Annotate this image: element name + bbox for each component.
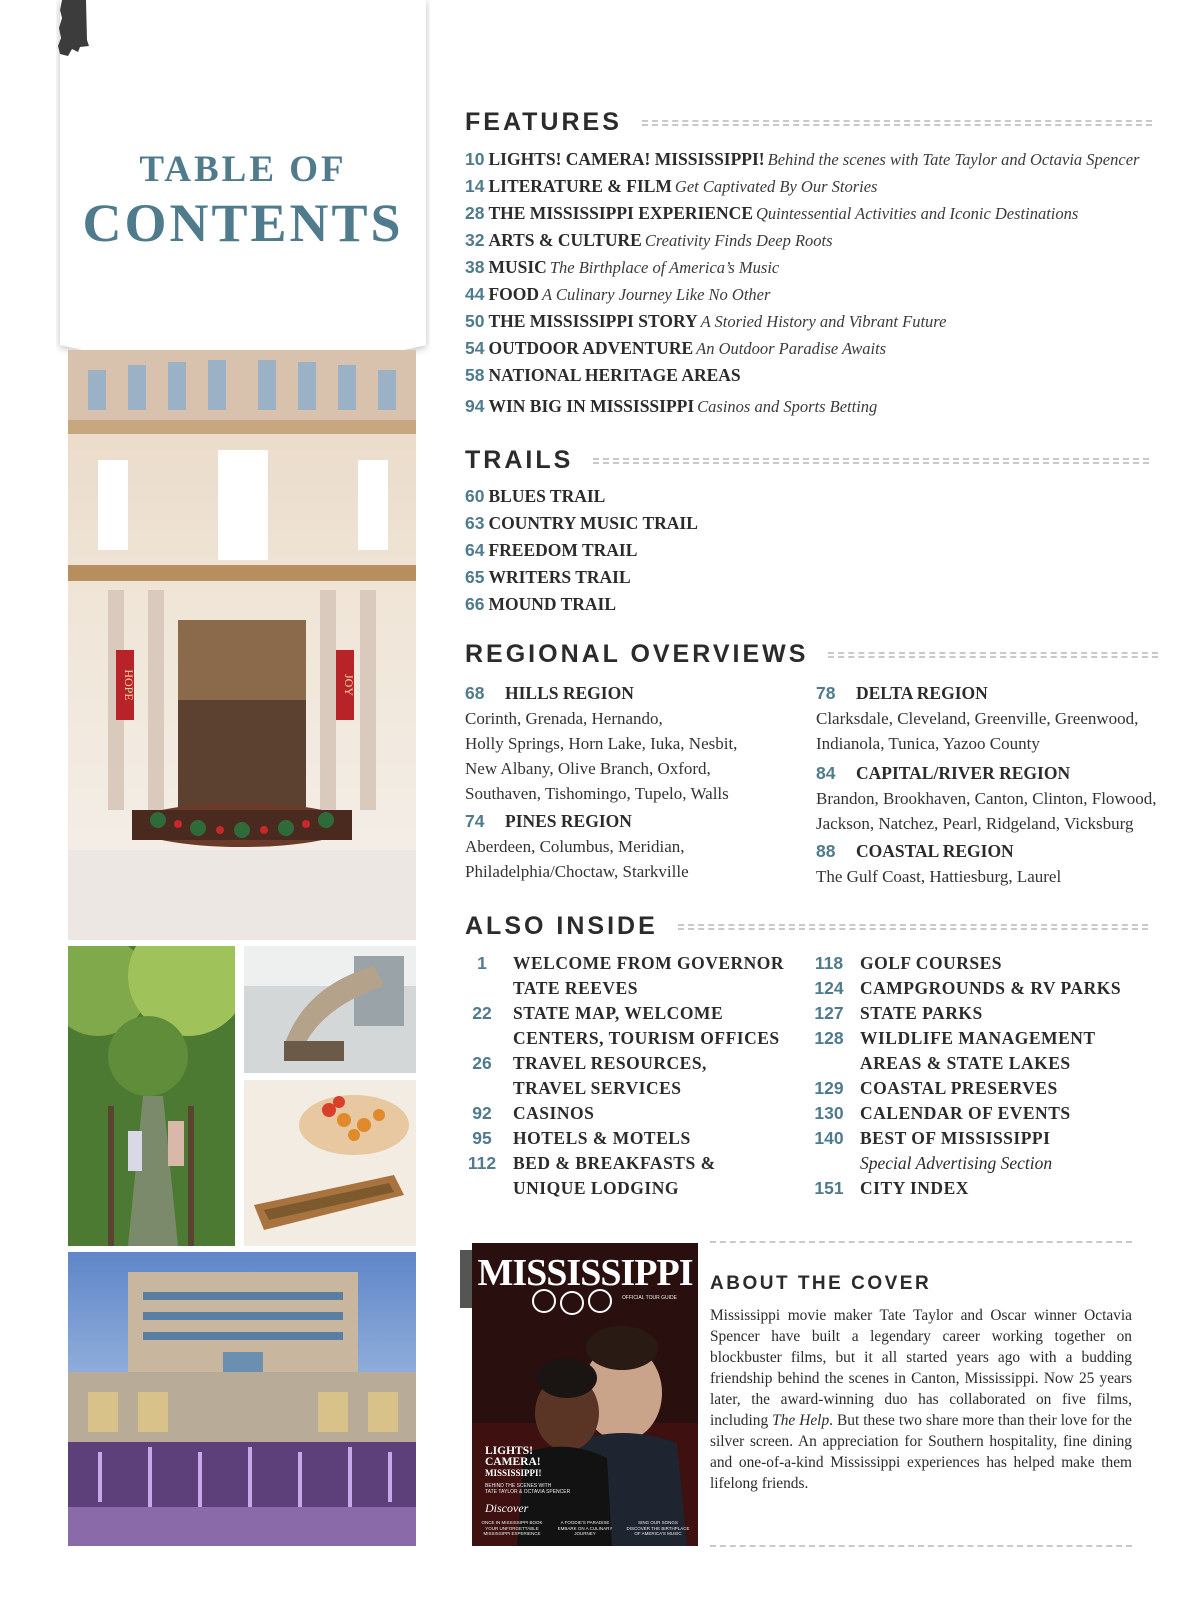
cover-small-line: TATE TAYLOR & OCTAVIA SPENCER (485, 1489, 571, 1495)
trails-list (465, 483, 698, 618)
feature-item (465, 227, 1139, 254)
also-inside-page-number: 127 (814, 1003, 844, 1023)
also-inside-heading (465, 912, 1148, 941)
cover-blurb: A FOODIE'S PARADISE EMBARK ON A CULINARY JOURNEY (557, 1520, 613, 1536)
also-inside-item (812, 1126, 1121, 1151)
region-cities: Corinth, Grenada, Hernando, (465, 709, 663, 728)
feature-title: LITERATURE & FILM (488, 176, 672, 196)
region-block (465, 808, 689, 884)
also-inside-item (465, 976, 784, 1001)
region-cities: Philadelphia/Choctaw, Starkville (465, 862, 689, 881)
feature-page-number: 28 (465, 203, 485, 223)
feature-subtitle: An Outdoor Paradise Awaits (696, 339, 887, 358)
also-inside-title: COASTAL PRESERVES (860, 1078, 1058, 1098)
also-inside-page-number: 128 (814, 1028, 844, 1048)
region-title: DELTA REGION (856, 683, 988, 703)
region-block (465, 680, 737, 806)
feature-title: MUSIC (488, 257, 547, 277)
feature-page-number: 44 (465, 284, 485, 304)
feature-item (465, 362, 1139, 389)
also-inside-item (465, 1001, 784, 1026)
trail-item (465, 564, 698, 591)
also-inside-title: TRAVEL RESOURCES, (513, 1053, 707, 1073)
region-heading (816, 838, 1061, 864)
feature-item (465, 335, 1139, 362)
feature-subtitle: A Culinary Journey Like No Other (542, 285, 771, 304)
trail-item (465, 537, 698, 564)
cover-blurb: ONCE IN MISSISSIPPI BOOK YOUR UNFORGETTABLE MISSISSIPPI EXPERIENCE (481, 1520, 543, 1536)
features-heading-rule (642, 120, 1152, 126)
also-inside-page-number: 26 (472, 1053, 492, 1073)
gramophone-photo (244, 946, 416, 1073)
also-inside-item (812, 1001, 1121, 1026)
feature-item (465, 254, 1139, 281)
feature-page-number: 38 (465, 257, 485, 277)
also-inside-item (812, 1026, 1121, 1051)
also-inside-page-number: 124 (814, 978, 844, 998)
also-inside-spacer (465, 1176, 499, 1201)
also-inside-spacer (465, 976, 499, 1001)
also-inside-title: TATE REEVES (513, 978, 638, 998)
also-inside-item (812, 1101, 1121, 1126)
banner-hope: HOPE (122, 669, 136, 701)
feature-item (465, 200, 1139, 227)
trail-page-number: 64 (465, 540, 485, 560)
also-inside-item (465, 951, 784, 976)
also-inside-title: WELCOME FROM GOVERNOR (513, 953, 785, 973)
cover-headline-line: MISSISSIPPI! (485, 1468, 542, 1478)
feature-title: WIN BIG IN MISSISSIPPI (488, 396, 695, 416)
also-inside-title: CALENDAR OF EVENTS (860, 1103, 1071, 1123)
also-inside-item (812, 1176, 1121, 1201)
also-inside-heading-label: ALSO INSIDE (465, 912, 658, 940)
region-title: COASTAL REGION (856, 841, 1014, 861)
feature-title: FOOD (488, 284, 540, 304)
also-inside-spacer (812, 1051, 846, 1076)
also-inside-title: AREAS & STATE LAKES (860, 1053, 1071, 1073)
also-inside-page-number: 151 (814, 1178, 844, 1198)
trail-title: BLUES TRAIL (488, 486, 606, 506)
also-inside-spacer (465, 1076, 499, 1101)
region-cities: Aberdeen, Columbus, Meridian, (465, 837, 685, 856)
feature-title: OUTDOOR ADVENTURE (488, 338, 694, 358)
regional-heading-label: REGIONAL OVERVIEWS (465, 640, 809, 668)
feature-title: LIGHTS! CAMERA! MISSISSIPPI! (488, 149, 765, 169)
cover-headline-line: CAMERA! (485, 1456, 541, 1468)
also-inside-title: STATE MAP, WELCOME (513, 1003, 724, 1023)
feature-subtitle: The Birthplace of America’s Music (549, 258, 780, 277)
also-inside-title: BEST OF MISSISSIPPI (860, 1128, 1051, 1148)
feature-page-number: 10 (465, 149, 485, 169)
about-top-rule (710, 1241, 1132, 1243)
region-cities: The Gulf Coast, Hattiesburg, Laurel (816, 867, 1062, 886)
cover-subtitle: OFFICIAL TOUR GUIDE (622, 1295, 677, 1301)
also-inside-spacer (812, 1151, 846, 1176)
region-page-number: 84 (816, 763, 836, 783)
also-inside-item (812, 976, 1121, 1001)
feature-item (465, 393, 1139, 420)
feature-item (465, 281, 1139, 308)
also-inside-item (465, 1101, 784, 1126)
also-inside-title: CASINOS (513, 1103, 595, 1123)
also-inside-page-number: 1 (477, 953, 487, 973)
region-heading (816, 680, 1138, 706)
about-cover-heading: ABOUT THE COVER (710, 1273, 932, 1294)
regional-heading-rule (828, 652, 1158, 658)
feature-subtitle: Creativity Finds Deep Roots (644, 231, 833, 250)
also-inside-title: HOTELS & MOTELS (513, 1128, 691, 1148)
region-block (816, 838, 1061, 889)
feature-title: THE MISSISSIPPI STORY (488, 311, 698, 331)
about-text-film-title: The Help (772, 1412, 830, 1429)
cover-tab (460, 1250, 472, 1308)
also-inside-note-row (812, 1151, 1121, 1176)
also-inside-item (465, 1126, 784, 1151)
feature-item (465, 146, 1139, 173)
region-cities: Clarksdale, Cleveland, Greenville, Greenwood, (816, 709, 1139, 728)
feature-item (465, 173, 1139, 200)
feature-page-number: 58 (465, 365, 485, 385)
also-inside-title: WILDLIFE MANAGEMENT (860, 1028, 1096, 1048)
features-heading (465, 108, 1152, 137)
cover-headline (485, 1446, 542, 1479)
also-inside-item (465, 1151, 784, 1176)
about-text-part: Mississippi movie maker Tate Taylor and Oscar winner Octavia Spencer have built a legendary career working together on blockbuster films, but it all started years ago with a budding friendship behind the scenes in Canton, Mississippi. Now 25 years later, the award-winning duo has collaborated on five films, including (710, 1307, 1132, 1429)
feature-subtitle: A Storied History and Vibrant Future (700, 312, 947, 331)
also-inside-item (812, 951, 1121, 976)
about-bottom-rule (710, 1545, 1132, 1547)
also-inside-page-number: 112 (467, 1153, 497, 1173)
cover-small-line: BEHIND THE SCENES WITH (485, 1483, 552, 1489)
trail-title: COUNTRY MUSIC TRAIL (488, 513, 698, 533)
also-inside-title: UNIQUE LODGING (513, 1178, 679, 1198)
also-inside-title: STATE PARKS (860, 1003, 983, 1023)
region-title: CAPITAL/RIVER REGION (856, 763, 1071, 783)
region-heading (465, 680, 737, 706)
cover-headline-line: LIGHTS! (485, 1445, 533, 1457)
feature-page-number: 54 (465, 338, 485, 358)
region-title: PINES REGION (505, 811, 632, 831)
also-inside-right-list (812, 951, 1121, 1201)
also-inside-item (465, 1076, 784, 1101)
region-block (816, 760, 1156, 836)
casino-building-photo (68, 1252, 416, 1546)
also-inside-page-number: 92 (472, 1103, 492, 1123)
also-inside-page-number: 95 (472, 1128, 492, 1148)
region-title: HILLS REGION (505, 683, 634, 703)
also-inside-note: Special Advertising Section (860, 1153, 1053, 1173)
toc-title-line1: TABLE OF (139, 149, 347, 190)
also-inside-heading-rule (678, 924, 1148, 930)
cover-discover: Discover (485, 1501, 529, 1515)
also-inside-left-list (465, 951, 784, 1201)
cover-title: MISSISSIPPI (477, 1252, 693, 1294)
region-cities: Jackson, Natchez, Pearl, Ridgeland, Vicksburg (816, 814, 1134, 833)
feature-title: NATIONAL HERITAGE AREAS (488, 365, 741, 385)
region-block (816, 680, 1138, 756)
feature-title: THE MISSISSIPPI EXPERIENCE (488, 203, 753, 223)
feature-page-number: 94 (465, 396, 485, 416)
feature-page-number: 50 (465, 311, 485, 331)
also-inside-item (465, 1051, 784, 1076)
food-plate-photo (244, 1080, 416, 1246)
features-list (465, 146, 1139, 420)
trails-heading-label: TRAILS (465, 446, 574, 474)
region-cities: Holly Springs, Horn Lake, Iuka, Nesbit, (465, 734, 738, 753)
about-text-part: . But these two share more than their love for the silver screen. An appreciation for Southern hospitality, fine dining and one-of-a-kind Mississippi experiences has helped make them lifelong friends. (710, 1412, 1133, 1492)
region-page-number: 88 (816, 841, 836, 861)
trails-heading (465, 446, 1149, 475)
feature-item (465, 308, 1139, 335)
trail-page-number: 66 (465, 594, 485, 614)
also-inside-title: GOLF COURSES (860, 953, 1002, 973)
feature-subtitle: Quintessential Activities and Iconic Destinations (756, 204, 1079, 223)
also-inside-item (812, 1076, 1121, 1101)
also-inside-page-number: 129 (814, 1078, 844, 1098)
also-inside-page-number: 140 (814, 1128, 844, 1148)
regional-heading (465, 640, 1158, 669)
cover-small-text (485, 1483, 570, 1495)
feature-title: ARTS & CULTURE (488, 230, 642, 250)
trail-page-number: 65 (465, 567, 485, 587)
also-inside-page-number: 130 (814, 1103, 844, 1123)
trail-page-number: 63 (465, 513, 485, 533)
trail-title: WRITERS TRAIL (488, 567, 631, 587)
also-inside-title: CAMPGROUNDS & RV PARKS (860, 978, 1122, 998)
feature-subtitle: Behind the scenes with Tate Taylor and Octavia Spencer (767, 150, 1140, 169)
region-cities: Indianola, Tunica, Yazoo County (816, 734, 1040, 753)
also-inside-title: CENTERS, TOURISM OFFICES (513, 1028, 780, 1048)
about-cover-text (710, 1305, 1132, 1494)
mississippi-state-icon (56, 0, 90, 56)
forest-boardwalk-photo (68, 946, 235, 1246)
region-page-number: 78 (816, 683, 836, 703)
trail-item (465, 591, 698, 618)
feature-page-number: 14 (465, 176, 485, 196)
trail-item (465, 483, 698, 510)
trail-item (465, 510, 698, 537)
region-cities: Southaven, Tishomingo, Tupelo, Walls (465, 784, 729, 803)
feature-page-number: 32 (465, 230, 485, 250)
also-inside-item (812, 1051, 1121, 1076)
also-inside-title: TRAVEL SERVICES (513, 1078, 682, 1098)
also-inside-title: BED & BREAKFASTS & (513, 1153, 716, 1173)
also-inside-page-number: 22 (472, 1003, 492, 1023)
trail-page-number: 60 (465, 486, 485, 506)
feature-subtitle: Get Captivated By Our Stories (674, 177, 878, 196)
feature-subtitle: Casinos and Sports Betting (697, 397, 878, 416)
region-page-number: 68 (465, 683, 485, 703)
region-cities: Brandon, Brookhaven, Canton, Clinton, Flowood, (816, 789, 1157, 808)
region-heading (465, 808, 689, 834)
banner-joy: JOY (342, 673, 356, 697)
toc-title-line2: CONTENTS (82, 193, 404, 253)
also-inside-title: CITY INDEX (860, 1178, 969, 1198)
cover-blurb: SING OUR SONGS DISCOVER THE BIRTHPLACE OF AMERICA'S MUSIC (626, 1520, 690, 1536)
region-heading (816, 760, 1156, 786)
capitol-rotunda-photo (68, 350, 416, 940)
cover-image (472, 1243, 698, 1546)
toc-banner (56, 0, 430, 390)
trails-heading-rule (593, 458, 1149, 464)
features-heading-label: FEATURES (465, 108, 622, 136)
trail-title: FREEDOM TRAIL (488, 540, 638, 560)
region-cities: New Albany, Olive Branch, Oxford, (465, 759, 711, 778)
also-inside-item (465, 1176, 784, 1201)
trail-title: MOUND TRAIL (488, 594, 617, 614)
also-inside-spacer (465, 1026, 499, 1051)
also-inside-item (465, 1026, 784, 1051)
region-page-number: 74 (465, 811, 485, 831)
also-inside-page-number: 118 (814, 953, 844, 973)
